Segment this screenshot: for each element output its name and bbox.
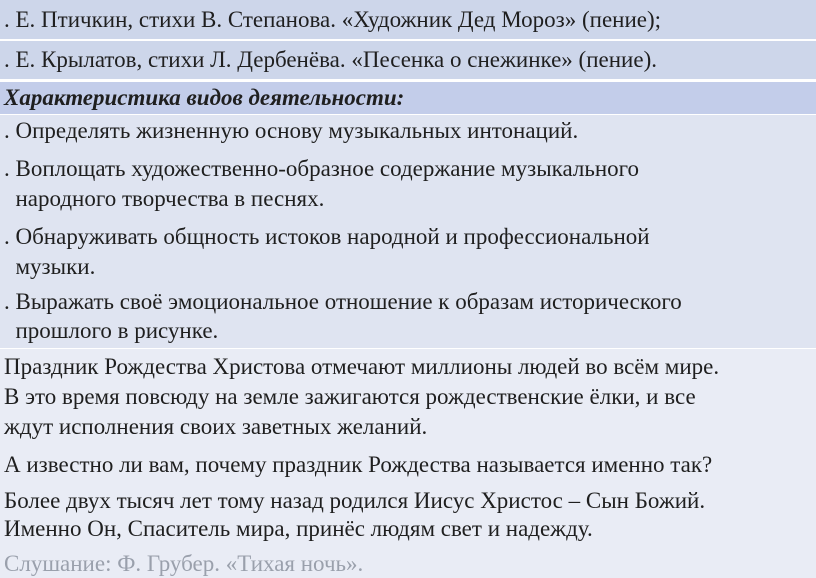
story-line: В это время повсюду на земле зажигаются рождественские ёлки, и все	[4, 384, 696, 409]
activity-line: . Обнаруживать общность истоков народной и профессиональной	[4, 224, 650, 249]
repertoire-line: . Е. Крылатов, стихи Л. Дербенёва. «Песенка о снежинке» (пение).	[4, 47, 657, 72]
story-line: Праздник Рождества Христова отмечают миллионы людей во всём мире.	[4, 354, 720, 379]
repertoire-line: . Е. Птичкин, стихи В. Степанова. «Художник Дед Мороз» (пение);	[4, 7, 662, 32]
activity-line: . Воплощать художественно-образное содержание музыкального	[4, 156, 640, 181]
story-line: Именно Он, Спаситель мира, принёс людям свет и надежду.	[4, 516, 593, 541]
activity-line: . Определять жизненную основу музыкальных интонаций.	[4, 118, 579, 143]
story-line: ждут исполнения своих заветных желаний.	[4, 414, 428, 439]
activity-line: . Выражать своё эмоциональное отношение к образам исторического	[4, 289, 682, 314]
story-line: Более двух тысяч лет тому назад родился Иисус Христос – Сын Божий.	[4, 488, 706, 513]
story-line: А известно ли вам, почему праздник Рождества называется именно так?	[4, 452, 713, 477]
activity-line: народного творчества в песнях.	[4, 186, 325, 211]
activities-heading: Характеристика видов деятельности:	[4, 85, 405, 110]
listening-line: Слушание: Ф. Грубер. «Тихая ночь».	[4, 551, 364, 576]
activity-line: музыки.	[4, 254, 96, 279]
activity-line: прошлого в рисунке.	[4, 318, 219, 343]
